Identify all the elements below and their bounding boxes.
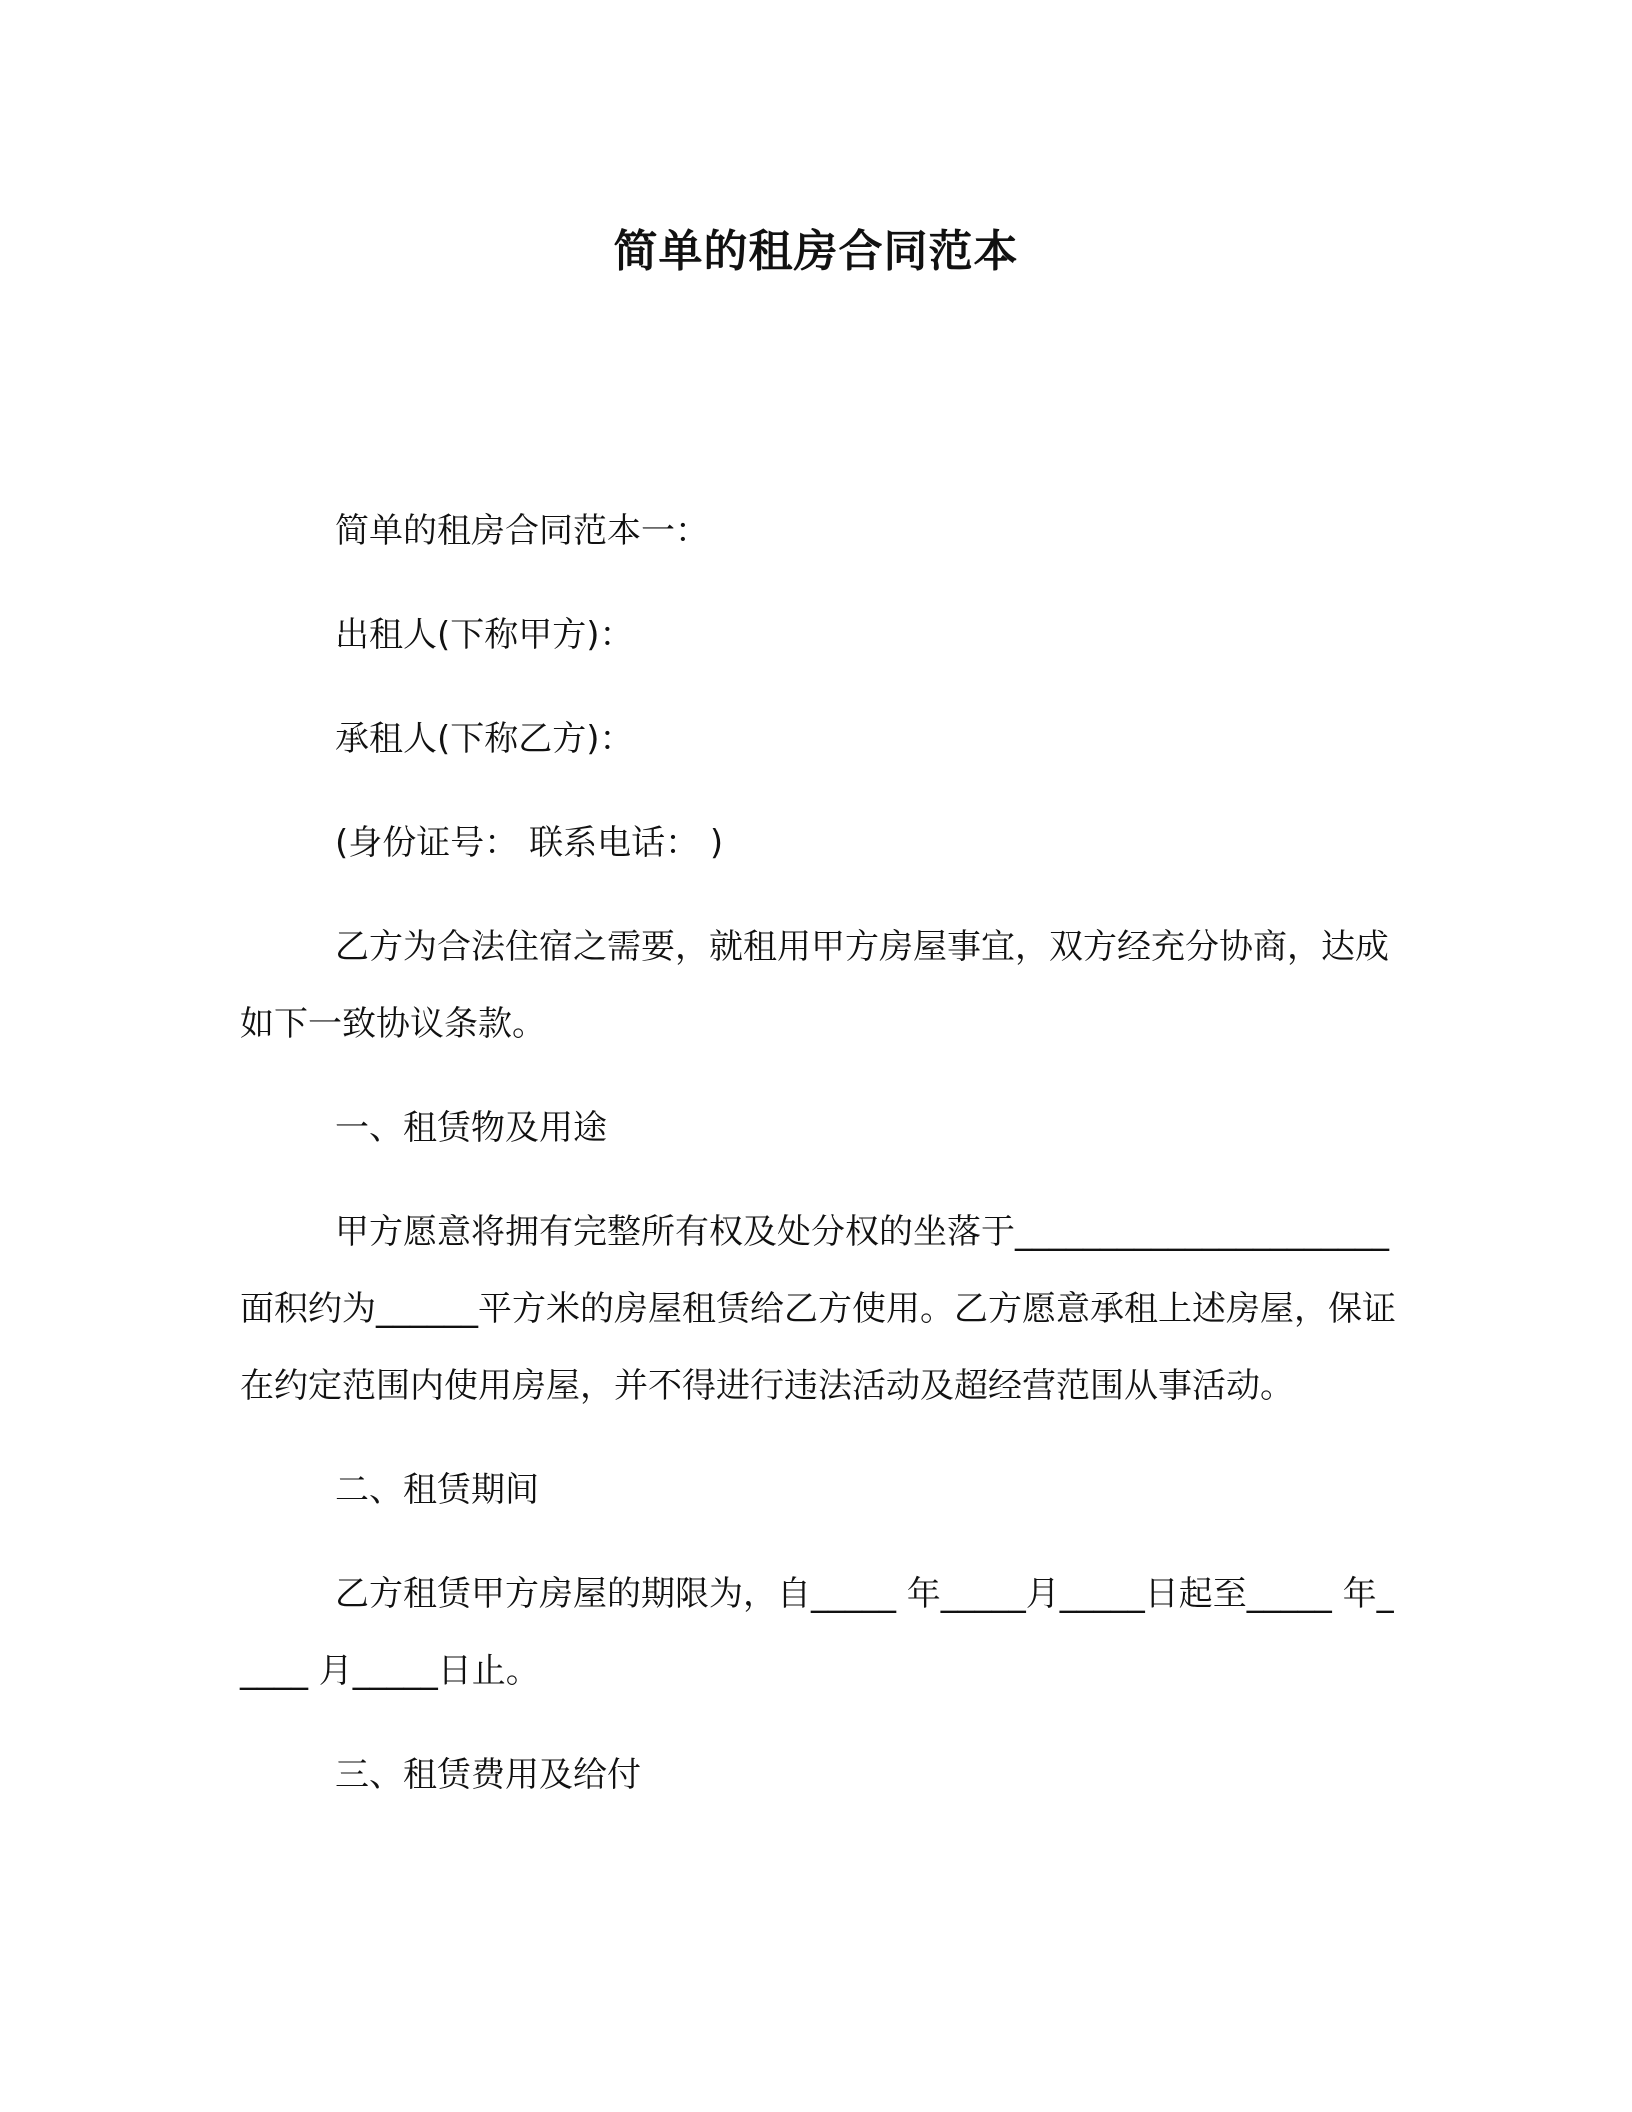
- section-3-heading: 三、租赁费用及给付: [335, 1755, 641, 1795]
- document-title: 简单的租房合同范本: [613, 226, 1019, 277]
- id-contact-line: (身份证号： 联系电话： ): [335, 823, 724, 863]
- preamble-paragraph: 乙方为合法住宿之需要，就租用甲方房屋事宜，双方经充分协商，达成如下一致协议条款。: [240, 927, 1389, 1044]
- section-intro-heading: 简单的租房合同范本一：: [335, 511, 709, 551]
- lessee-line: 承租人(下称乙方)：: [335, 719, 634, 759]
- section-2-heading: 二、租赁期间: [335, 1470, 539, 1510]
- section-2-paragraph: 乙方租赁甲方房屋的期限为，自_____ 年_____月_____日起至_____ 年_____ 月_____日止。: [240, 1574, 1394, 1691]
- lessor-line: 出租人(下称甲方)：: [335, 615, 634, 655]
- document-body: [240, 493, 1400, 1841]
- section-1-heading: 一、租赁物及用途: [335, 1108, 607, 1148]
- section-1-paragraph: 甲方愿意将拥有完整所有权及处分权的坐落于______________________面积约为______平方米的房屋租赁给乙方使用。乙方愿意承租上述房屋，保证在约定范围内使用房屋，并不得进行违法活动及超经营范围从事活动。: [240, 1212, 1396, 1406]
